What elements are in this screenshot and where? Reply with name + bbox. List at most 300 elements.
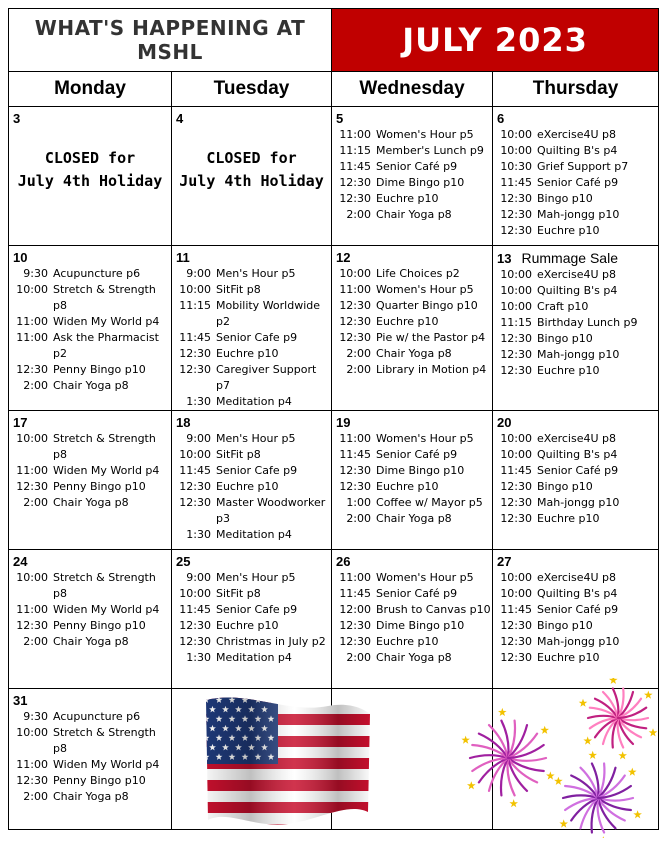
event-item [332, 511, 492, 527]
event-time: 10:00 [500, 432, 533, 445]
event-item [9, 330, 171, 362]
event-item [493, 363, 658, 379]
event-item [332, 602, 492, 618]
event-time: 12:30 [339, 192, 372, 205]
event-time: 11:00 [16, 331, 48, 344]
event-item [493, 207, 658, 223]
event-item [493, 511, 658, 527]
event-item [332, 282, 492, 298]
day-cell [172, 246, 332, 411]
event-name: Stretch & Strength p8 [53, 571, 156, 600]
day-number-text: 3 [13, 111, 21, 126]
event-name: Dime Bingo p10 [376, 464, 465, 477]
event-time: 10:00 [500, 587, 533, 600]
day-name-tuesday: Tuesday [172, 72, 332, 107]
event-name: Chair Yoga p8 [53, 496, 129, 509]
event-item [493, 431, 658, 447]
event-time: 11:45 [500, 603, 533, 616]
event-item [493, 634, 658, 650]
event-time: 11:00 [339, 571, 372, 584]
event-item [172, 527, 331, 543]
event-name: Euchre p10 [537, 364, 600, 377]
calendar-title-line2: MSHL [137, 40, 203, 64]
event-item [9, 431, 171, 463]
day-number-text: 10 [13, 250, 28, 265]
day-number [176, 415, 331, 431]
event-time: 10:00 [179, 587, 211, 600]
calendar-page [8, 8, 658, 836]
event-name: Men's Hour p5 [216, 571, 296, 584]
day-number [13, 693, 171, 709]
day-number [497, 250, 658, 267]
event-item [9, 479, 171, 495]
day-cell [332, 107, 493, 246]
event-name: Women's Hour p5 [376, 283, 474, 296]
event-name: Quilting B's p4 [537, 284, 618, 297]
day-number-text: 13 [497, 251, 512, 266]
event-item [332, 330, 492, 346]
event-item [9, 378, 171, 394]
event-item [9, 634, 171, 650]
event-item [172, 602, 331, 618]
event-item [172, 570, 331, 586]
event-item [332, 362, 492, 378]
day-cell [332, 550, 493, 689]
event-name: Penny Bingo p10 [53, 619, 146, 632]
event-time: 12:30 [339, 619, 372, 632]
event-name: Acupuncture p6 [53, 710, 141, 723]
day-number [336, 250, 492, 266]
event-time: 1:00 [346, 496, 372, 509]
day-number [13, 415, 171, 431]
event-item [493, 143, 658, 159]
day-name-monday: Monday [9, 72, 172, 107]
event-name: Bingo p10 [537, 619, 593, 632]
event-time: 12:30 [16, 363, 48, 376]
day-name-thursday: Thursday [493, 72, 659, 107]
event-name: Chair Yoga p8 [53, 635, 129, 648]
event-time: 10:00 [500, 128, 533, 141]
event-name: Mah-jongg p10 [537, 496, 620, 509]
event-item [9, 314, 171, 330]
event-name: Euchre p10 [537, 512, 600, 525]
event-name: Chair Yoga p8 [376, 512, 452, 525]
event-item [493, 495, 658, 511]
event-name: Euchre p10 [537, 224, 600, 237]
calendar-header-row [9, 9, 659, 72]
event-time: 12:30 [500, 224, 533, 237]
event-name: Bingo p10 [537, 192, 593, 205]
day-number [336, 415, 492, 431]
event-name: Senior Café p9 [376, 160, 458, 173]
event-time: 12:30 [179, 363, 211, 376]
event-name: Chair Yoga p8 [53, 379, 129, 392]
event-name: Grief Support p7 [537, 160, 629, 173]
day-number-text: 20 [497, 415, 512, 430]
event-item [9, 362, 171, 378]
event-name: Mah-jongg p10 [537, 348, 620, 361]
event-name: Brush to Canvas p10 [376, 603, 491, 616]
event-name: Meditation p4 [216, 528, 292, 541]
day-names-row [9, 72, 659, 107]
event-time: 11:45 [179, 331, 211, 344]
event-item [9, 495, 171, 511]
day-number [13, 554, 171, 570]
event-item [9, 709, 171, 725]
event-item [172, 447, 331, 463]
event-item [332, 207, 492, 223]
event-name: Senior Café p9 [537, 603, 619, 616]
event-name: Mah-jongg p10 [537, 208, 620, 221]
event-time: 2:00 [23, 790, 48, 803]
event-item [493, 127, 658, 143]
event-time: 12:30 [16, 619, 48, 632]
event-name: Acupuncture p6 [53, 267, 141, 280]
day-cell [172, 550, 332, 689]
day-number-text: 27 [497, 554, 512, 569]
day-number [497, 111, 658, 127]
event-item [332, 570, 492, 586]
event-time: 2:00 [346, 208, 372, 221]
event-name: Stretch & Strength p8 [53, 726, 156, 755]
event-item [9, 570, 171, 602]
event-name: Widen My World p4 [53, 758, 160, 771]
event-item [332, 314, 492, 330]
event-name: Member's Lunch p9 [376, 144, 484, 157]
event-time: 10:00 [500, 144, 533, 157]
event-item [172, 495, 331, 527]
event-name: Euchre p10 [216, 480, 279, 493]
event-time: 11:45 [500, 176, 533, 189]
event-item [9, 602, 171, 618]
event-item [332, 495, 492, 511]
event-item [172, 431, 331, 447]
event-time: 10:00 [500, 300, 533, 313]
event-item [493, 175, 658, 191]
event-name: Penny Bingo p10 [53, 480, 146, 493]
event-name: Penny Bingo p10 [53, 774, 146, 787]
event-time: 11:45 [339, 587, 372, 600]
event-time: 12:30 [339, 635, 372, 648]
day-cell [172, 411, 332, 550]
event-item [493, 618, 658, 634]
event-time: 12:30 [16, 774, 48, 787]
event-item [332, 127, 492, 143]
event-item [493, 463, 658, 479]
closed-notice-line: CLOSED for [44, 149, 136, 167]
event-time: 12:30 [500, 208, 533, 221]
event-time: 11:00 [16, 464, 48, 477]
event-time: 12:30 [179, 635, 211, 648]
event-name: SitFit p8 [216, 587, 261, 600]
day-number [13, 250, 171, 266]
event-time: 2:00 [346, 347, 372, 360]
event-name: Mobility Worldwide p2 [216, 299, 321, 328]
event-time: 12:30 [500, 512, 533, 525]
event-name: Widen My World p4 [53, 315, 160, 328]
event-item [172, 634, 331, 650]
event-time: 9:30 [23, 267, 48, 280]
day-cell [9, 411, 172, 550]
event-time: 9:00 [186, 571, 211, 584]
event-item [332, 266, 492, 282]
event-time: 12:30 [339, 480, 372, 493]
event-time: 2:00 [23, 496, 48, 509]
event-name: Men's Hour p5 [216, 267, 296, 280]
event-name: Chair Yoga p8 [376, 651, 452, 664]
day-cell [9, 689, 172, 830]
event-name: Christmas in July p2 [216, 635, 326, 648]
event-time: 1:30 [186, 528, 211, 541]
event-name: Dime Bingo p10 [376, 619, 465, 632]
day-number-text: 4 [176, 111, 184, 126]
event-time: 11:15 [500, 316, 533, 329]
day-cell [493, 107, 659, 246]
event-name: Coffee w/ Mayor p5 [376, 496, 483, 509]
event-name: Bingo p10 [537, 480, 593, 493]
event-name: SitFit p8 [216, 448, 261, 461]
event-name: Meditation p4 [216, 395, 292, 408]
event-item [172, 463, 331, 479]
event-name: Widen My World p4 [53, 464, 160, 477]
event-name: Senior Cafe p9 [216, 464, 298, 477]
event-name: Pie w/ the Pastor p4 [376, 331, 486, 344]
event-item [172, 394, 331, 410]
event-item [172, 330, 331, 346]
event-name: eXercise4U p8 [537, 432, 617, 445]
event-name: Chair Yoga p8 [53, 790, 129, 803]
event-name: Life Choices p2 [376, 267, 460, 280]
event-item [493, 331, 658, 347]
event-time: 11:00 [16, 315, 48, 328]
event-time: 12:00 [339, 603, 372, 616]
event-name: Quilting B's p4 [537, 448, 618, 461]
event-name: eXercise4U p8 [537, 268, 617, 281]
fireworks-icon [448, 678, 658, 838]
day-number-text: 25 [176, 554, 191, 569]
day-cell [172, 107, 332, 246]
event-name: Quilting B's p4 [537, 144, 618, 157]
event-name: Women's Hour p5 [376, 128, 474, 141]
month-title: JULY 2023 [402, 21, 588, 59]
event-item [332, 586, 492, 602]
day-number [336, 111, 492, 127]
event-time: 11:15 [339, 144, 372, 157]
day-number-text: 17 [13, 415, 28, 430]
event-item [9, 757, 171, 773]
closed-notice [9, 147, 171, 193]
event-time: 10:00 [16, 432, 48, 445]
event-time: 11:15 [179, 299, 211, 312]
event-name: Women's Hour p5 [376, 571, 474, 584]
day-number-text: 31 [13, 693, 28, 708]
event-time: 12:30 [500, 348, 533, 361]
day-cell [493, 550, 659, 689]
event-item [493, 570, 658, 586]
day-number-text: 6 [497, 111, 505, 126]
event-time: 12:30 [500, 635, 533, 648]
event-name: SitFit p8 [216, 283, 261, 296]
event-time: 9:00 [186, 432, 211, 445]
event-item [332, 298, 492, 314]
event-item [9, 725, 171, 757]
event-time: 10:00 [179, 283, 211, 296]
week-row [9, 107, 659, 246]
event-time: 1:30 [186, 395, 211, 408]
event-time: 2:00 [23, 379, 48, 392]
event-time: 12:30 [500, 192, 533, 205]
event-item [493, 347, 658, 363]
event-time: 12:30 [179, 619, 211, 632]
event-name: Master Woodworker p3 [216, 496, 326, 525]
day-number-text: 19 [336, 415, 351, 430]
event-item [493, 299, 658, 315]
event-name: Euchre p10 [376, 480, 439, 493]
event-name: Birthday Lunch p9 [537, 316, 638, 329]
event-time: 11:00 [16, 603, 48, 616]
day-number [336, 554, 492, 570]
event-name: Senior Café p9 [376, 587, 458, 600]
day-name-wednesday: Wednesday [332, 72, 493, 107]
event-name: Senior Cafe p9 [216, 603, 298, 616]
event-item [493, 159, 658, 175]
event-item [493, 650, 658, 666]
event-time: 12:30 [500, 619, 533, 632]
event-time: 11:00 [339, 128, 372, 141]
event-item [9, 773, 171, 789]
event-item [493, 191, 658, 207]
event-time: 9:00 [186, 267, 211, 280]
event-time: 9:30 [23, 710, 48, 723]
event-name: Euchre p10 [376, 635, 439, 648]
event-name: Meditation p4 [216, 651, 292, 664]
event-name: Dime Bingo p10 [376, 176, 465, 189]
event-time: 12:30 [500, 480, 533, 493]
event-name: Bingo p10 [537, 332, 593, 345]
event-name: Euchre p10 [216, 619, 279, 632]
week-row [9, 411, 659, 550]
event-name: Library in Motion p4 [376, 363, 487, 376]
event-time: 12:30 [339, 315, 372, 328]
calendar-title-cell [9, 9, 332, 72]
event-item [172, 282, 331, 298]
event-name: Euchre p10 [376, 192, 439, 205]
event-item [332, 479, 492, 495]
event-time: 12:30 [500, 651, 533, 664]
event-name: Euchre p10 [376, 315, 439, 328]
event-item [332, 191, 492, 207]
event-name: Quilting B's p4 [537, 587, 618, 600]
day-number [497, 415, 658, 431]
closed-notice [172, 147, 331, 193]
event-item [332, 618, 492, 634]
event-name: Craft p10 [537, 300, 589, 313]
event-time: 12:30 [500, 364, 533, 377]
day-cell [9, 246, 172, 411]
event-time: 10:00 [339, 267, 372, 280]
event-time: 10:00 [500, 284, 533, 297]
american-flag-icon [198, 692, 373, 836]
event-item [172, 650, 331, 666]
event-item [172, 266, 331, 282]
event-time: 10:00 [179, 448, 211, 461]
event-name: Women's Hour p5 [376, 432, 474, 445]
event-item [493, 223, 658, 239]
event-item [493, 283, 658, 299]
day-cell [332, 246, 493, 411]
event-name: eXercise4U p8 [537, 128, 617, 141]
month-banner [332, 9, 659, 72]
event-time: 12:30 [179, 496, 211, 509]
event-time: 11:45 [179, 603, 211, 616]
event-time: 10:00 [500, 571, 533, 584]
event-item [9, 463, 171, 479]
event-name: Euchre p10 [216, 347, 279, 360]
event-time: 11:45 [500, 464, 533, 477]
event-name: Senior Café p9 [376, 448, 458, 461]
closed-notice-line: CLOSED for [206, 149, 297, 167]
event-item [9, 789, 171, 805]
event-item [172, 346, 331, 362]
event-time: 2:00 [346, 512, 372, 525]
event-name: Mah-jongg p10 [537, 635, 620, 648]
event-item [332, 159, 492, 175]
event-item [493, 586, 658, 602]
day-number [13, 111, 171, 127]
day-cell [332, 411, 493, 550]
event-item [493, 447, 658, 463]
event-item [332, 143, 492, 159]
day-cell [9, 550, 172, 689]
day-cell [9, 107, 172, 246]
event-time: 10:00 [500, 448, 533, 461]
closed-notice-line: July 4th Holiday [179, 172, 324, 190]
event-item [332, 431, 492, 447]
event-item [9, 282, 171, 314]
event-time: 12:30 [339, 299, 372, 312]
day-cell [493, 246, 659, 411]
event-time: 10:00 [500, 268, 533, 281]
event-time: 11:45 [339, 160, 372, 173]
event-name: Penny Bingo p10 [53, 363, 146, 376]
day-number-text: 5 [336, 111, 344, 126]
event-item [172, 298, 331, 330]
day-cell [493, 411, 659, 550]
event-item [332, 346, 492, 362]
day-number [176, 554, 331, 570]
event-item [493, 315, 658, 331]
day-special-event: Rummage Sale [521, 250, 618, 266]
event-time: 12:30 [500, 332, 533, 345]
closed-notice-line: July 4th Holiday [17, 172, 163, 190]
event-time: 12:30 [179, 480, 211, 493]
event-item [493, 602, 658, 618]
event-name: Senior Café p9 [537, 176, 619, 189]
event-item [9, 266, 171, 282]
event-time: 2:00 [346, 651, 372, 664]
event-time: 10:00 [16, 571, 48, 584]
event-time: 11:45 [179, 464, 211, 477]
day-number-text: 11 [176, 250, 190, 265]
event-name: Chair Yoga p8 [376, 208, 452, 221]
event-item [9, 618, 171, 634]
day-number-text: 18 [176, 415, 191, 430]
day-number-text: 24 [13, 554, 28, 569]
event-name: Caregiver Support p7 [216, 363, 317, 392]
event-time: 2:00 [23, 635, 48, 648]
event-name: Senior Café p9 [537, 464, 619, 477]
week-row [9, 550, 659, 689]
